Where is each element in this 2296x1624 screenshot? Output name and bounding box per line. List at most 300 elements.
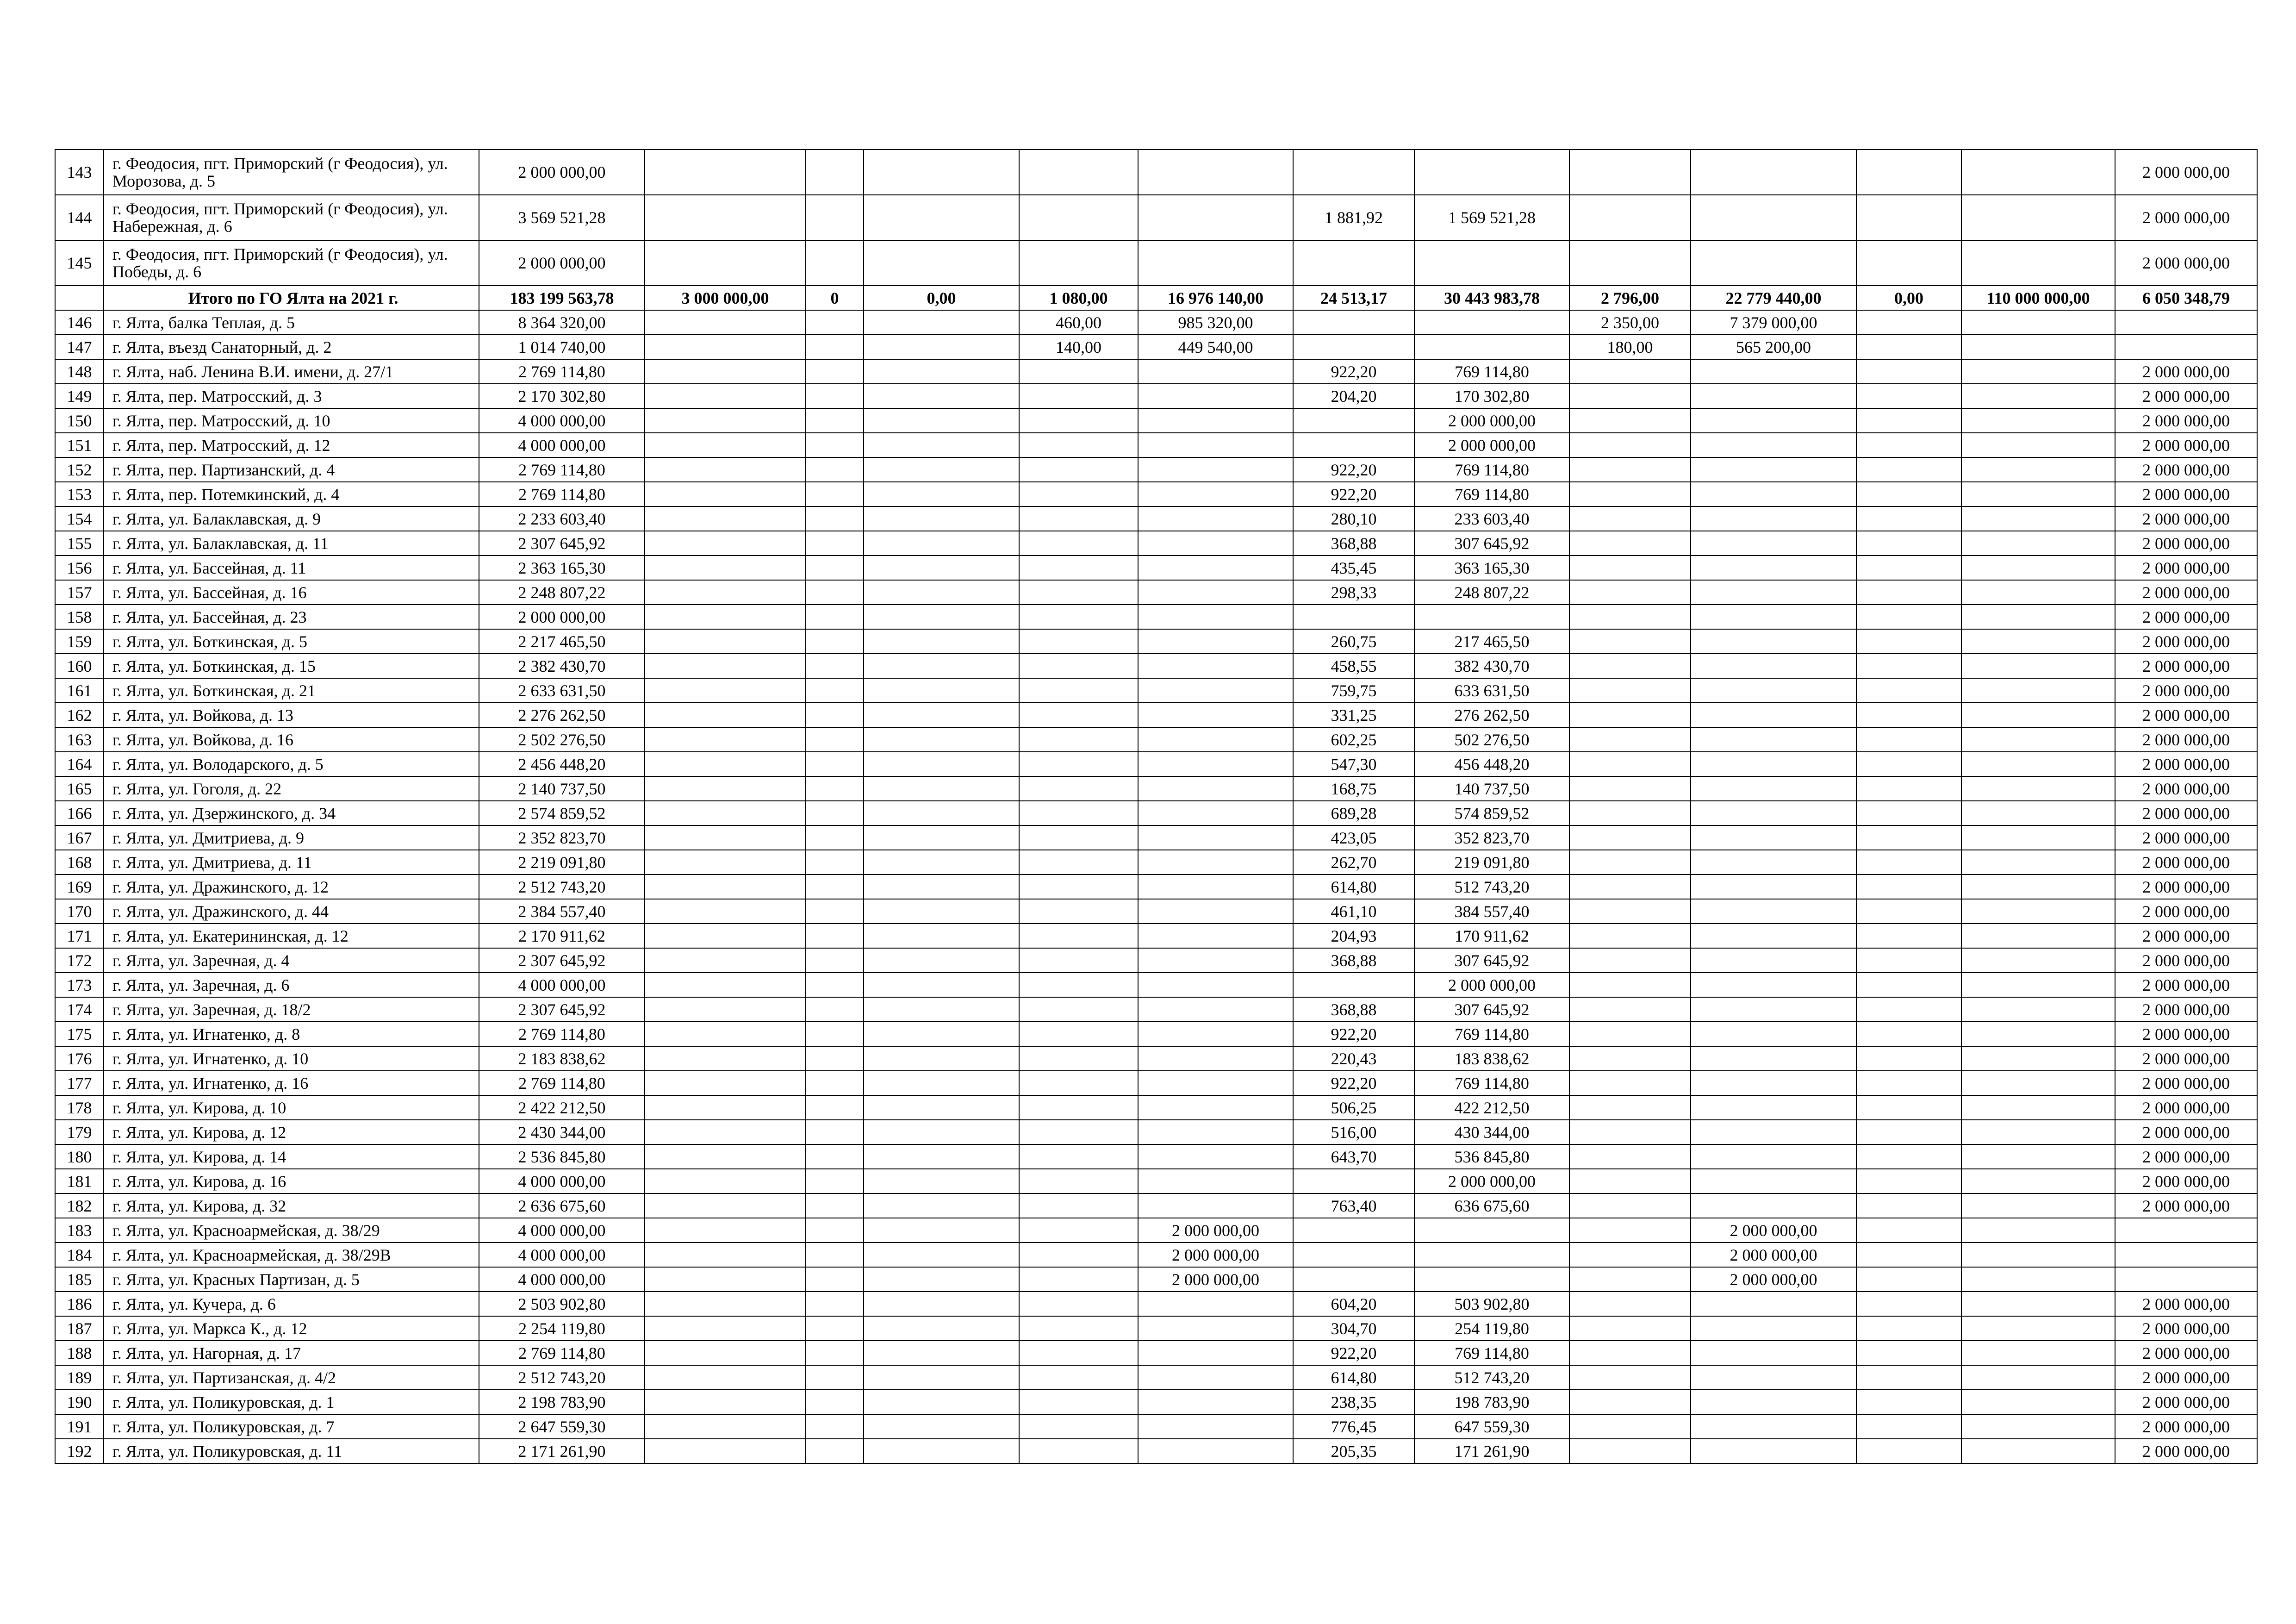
value-cell: 769 114,80 (1414, 359, 1569, 384)
value-cell (1961, 752, 2115, 776)
value-cell: 2 382 430,70 (479, 654, 645, 678)
value-cell (1856, 948, 1961, 973)
address-cell: г. Ялта, ул. Кирова, д. 32 (104, 1193, 479, 1218)
value-cell: 2 000 000,00 (2115, 384, 2257, 408)
table-row (55, 1144, 2257, 1169)
value-cell (864, 408, 1019, 433)
value-cell (1856, 899, 1961, 924)
value-cell (1138, 1120, 1293, 1144)
value-cell: 547,30 (1293, 752, 1414, 776)
value-cell: 262,70 (1293, 850, 1414, 874)
value-cell: 2 000 000,00 (2115, 433, 2257, 457)
value-cell (1019, 1169, 1138, 1193)
value-cell (1856, 1022, 1961, 1046)
value-cell (864, 335, 1019, 359)
value-cell: 2 000 000,00 (2115, 801, 2257, 825)
value-cell (645, 654, 806, 678)
value-cell (1569, 997, 1691, 1022)
value-cell: 2 000 000,00 (2115, 359, 2257, 384)
value-cell (645, 825, 806, 850)
address-cell: г. Ялта, ул. Кирова, д. 14 (104, 1144, 479, 1169)
value-cell (1856, 654, 1961, 678)
value-cell (1019, 457, 1138, 482)
address-cell: г. Ялта, пер. Матросский, д. 12 (104, 433, 479, 457)
value-cell (1856, 1292, 1961, 1316)
table-row (55, 433, 2257, 457)
row-number-cell: 188 (55, 1341, 104, 1365)
address-cell: г. Ялта, ул. Екатерининская, д. 12 (104, 924, 479, 948)
value-cell (806, 1365, 864, 1390)
value-cell (1856, 850, 1961, 874)
value-cell: 614,80 (1293, 874, 1414, 899)
address-cell: г. Ялта, пер. Партизанский, д. 4 (104, 457, 479, 482)
value-cell (1019, 1365, 1138, 1390)
value-cell (645, 1144, 806, 1169)
value-cell (1138, 240, 1293, 286)
value-cell (864, 195, 1019, 240)
table-row (55, 727, 2257, 752)
row-number-cell: 162 (55, 703, 104, 727)
value-cell (864, 997, 1019, 1022)
value-cell: 276 262,50 (1414, 703, 1569, 727)
value-cell (645, 1193, 806, 1218)
address-cell: г. Феодосия, пгт. Приморский (г Феодосия), ул. Победы, д. 6 (104, 240, 479, 286)
value-cell (1019, 1243, 1138, 1267)
value-cell (806, 899, 864, 924)
value-cell: 219 091,80 (1414, 850, 1569, 874)
value-cell (2115, 1267, 2257, 1292)
value-cell (864, 150, 1019, 195)
value-cell (1569, 457, 1691, 482)
value-cell (1691, 1095, 1856, 1120)
value-cell (1569, 359, 1691, 384)
value-cell: 4 000 000,00 (479, 1169, 645, 1193)
value-cell: 8 364 320,00 (479, 310, 645, 335)
row-number-cell: 145 (55, 240, 104, 286)
value-cell (806, 924, 864, 948)
value-cell: 363 165,30 (1414, 556, 1569, 580)
row-number-cell: 170 (55, 899, 104, 924)
value-cell: 2 512 743,20 (479, 1365, 645, 1390)
value-cell: 2 000 000,00 (2115, 1292, 2257, 1316)
table-row (55, 825, 2257, 850)
value-cell: 2 000 000,00 (2115, 580, 2257, 605)
value-cell (1138, 801, 1293, 825)
value-cell: 2 384 557,40 (479, 899, 645, 924)
value-cell (1019, 874, 1138, 899)
address-cell: г. Ялта, ул. Поликуровская, д. 7 (104, 1414, 479, 1439)
value-cell: 110 000 000,00 (1961, 286, 2115, 310)
address-cell: г. Ялта, ул. Красноармейская, д. 38/29В (104, 1243, 479, 1267)
value-cell (1138, 973, 1293, 997)
address-cell: г. Ялта, ул. Игнатенко, д. 8 (104, 1022, 479, 1046)
value-cell (864, 850, 1019, 874)
table-row (55, 384, 2257, 408)
address-cell: г. Феодосия, пгт. Приморский (г Феодосия), ул. Морозова, д. 5 (104, 150, 479, 195)
value-cell (1019, 384, 1138, 408)
value-cell (1961, 1439, 2115, 1463)
value-cell (1856, 678, 1961, 703)
value-cell: 204,93 (1293, 924, 1414, 948)
value-cell (864, 1414, 1019, 1439)
value-cell (1138, 776, 1293, 801)
value-cell: 922,20 (1293, 1022, 1414, 1046)
table-row (55, 948, 2257, 973)
value-cell: 2 219 091,80 (479, 850, 645, 874)
value-cell (1293, 1267, 1414, 1292)
value-cell (864, 678, 1019, 703)
value-cell (864, 359, 1019, 384)
value-cell: 2 183 838,62 (479, 1046, 645, 1071)
value-cell (864, 384, 1019, 408)
value-cell (1138, 359, 1293, 384)
value-cell (864, 556, 1019, 580)
value-cell (645, 776, 806, 801)
row-number-cell: 190 (55, 1390, 104, 1414)
value-cell (1138, 1169, 1293, 1193)
value-cell (1569, 801, 1691, 825)
address-cell: г. Ялта, ул. Партизанская, д. 4/2 (104, 1365, 479, 1390)
value-cell (1961, 1022, 2115, 1046)
value-cell (1293, 605, 1414, 629)
row-number-cell: 151 (55, 433, 104, 457)
value-cell: 2 000 000,00 (2115, 678, 2257, 703)
row-number-cell: 169 (55, 874, 104, 899)
value-cell (1961, 556, 2115, 580)
value-cell (1856, 359, 1961, 384)
address-cell: г. Ялта, ул. Бассейная, д. 16 (104, 580, 479, 605)
value-cell (1961, 335, 2115, 359)
value-cell (1961, 359, 2115, 384)
value-cell (1961, 973, 2115, 997)
value-cell: 368,88 (1293, 997, 1414, 1022)
value-cell (1961, 1341, 2115, 1365)
value-cell: 604,20 (1293, 1292, 1414, 1316)
table-row (55, 1439, 2257, 1463)
value-cell (1856, 335, 1961, 359)
value-cell (645, 359, 806, 384)
value-cell (1138, 408, 1293, 433)
value-cell (1019, 482, 1138, 506)
value-cell: 2 000 000,00 (2115, 531, 2257, 556)
value-cell: 254 119,80 (1414, 1316, 1569, 1341)
value-cell (864, 1144, 1019, 1169)
value-cell (1569, 1439, 1691, 1463)
table-row (55, 874, 2257, 899)
value-cell: 460,00 (1019, 310, 1138, 335)
value-cell: 2 000 000,00 (2115, 850, 2257, 874)
value-cell (645, 1390, 806, 1414)
value-cell (1961, 150, 2115, 195)
value-cell: 307 645,92 (1414, 997, 1569, 1022)
value-cell (806, 240, 864, 286)
row-number-cell: 165 (55, 776, 104, 801)
value-cell (1138, 482, 1293, 506)
value-cell: 2 000 000,00 (2115, 629, 2257, 654)
value-cell: 2 000 000,00 (2115, 1439, 2257, 1463)
value-cell (645, 1292, 806, 1316)
table-row (55, 654, 2257, 678)
value-cell (1961, 1292, 2115, 1316)
value-cell: 2 769 114,80 (479, 1341, 645, 1365)
value-cell: 0,00 (1856, 286, 1961, 310)
value-cell: 2 000 000,00 (2115, 654, 2257, 678)
value-cell (1569, 1414, 1691, 1439)
value-cell: 16 976 140,00 (1138, 286, 1293, 310)
value-cell (1019, 825, 1138, 850)
value-cell (1961, 850, 2115, 874)
value-cell (1138, 703, 1293, 727)
value-cell: 769 114,80 (1414, 1022, 1569, 1046)
value-cell (1138, 384, 1293, 408)
value-cell: 0 (806, 286, 864, 310)
value-cell (1961, 654, 2115, 678)
value-cell: 168,75 (1293, 776, 1414, 801)
value-cell (645, 457, 806, 482)
value-cell (806, 482, 864, 506)
value-cell (864, 629, 1019, 654)
value-cell (1691, 973, 1856, 997)
value-cell (806, 605, 864, 629)
value-cell: 2 000 000,00 (1414, 408, 1569, 433)
value-cell: 430 344,00 (1414, 1120, 1569, 1144)
value-cell: 2 769 114,80 (479, 482, 645, 506)
value-cell: 304,70 (1293, 1316, 1414, 1341)
value-cell: 331,25 (1293, 703, 1414, 727)
table-row (55, 1095, 2257, 1120)
value-cell (1961, 1095, 2115, 1120)
row-number-cell: 161 (55, 678, 104, 703)
value-cell: 2 000 000,00 (479, 605, 645, 629)
value-cell: 280,10 (1293, 506, 1414, 531)
value-cell: 985 320,00 (1138, 310, 1293, 335)
value-cell: 30 443 983,78 (1414, 286, 1569, 310)
value-cell (1691, 678, 1856, 703)
value-cell (806, 1292, 864, 1316)
value-cell (1691, 1292, 1856, 1316)
value-cell (1569, 703, 1691, 727)
value-cell (864, 1095, 1019, 1120)
table-row (55, 531, 2257, 556)
value-cell (1691, 654, 1856, 678)
value-cell: 2 769 114,80 (479, 1071, 645, 1095)
value-cell (806, 654, 864, 678)
value-cell (1138, 580, 1293, 605)
value-cell (1293, 973, 1414, 997)
value-cell: 2 307 645,92 (479, 531, 645, 556)
row-number-cell: 174 (55, 997, 104, 1022)
value-cell: 2 769 114,80 (479, 359, 645, 384)
value-cell: 614,80 (1293, 1365, 1414, 1390)
value-cell: 2 000 000,00 (2115, 1169, 2257, 1193)
row-number-cell: 192 (55, 1439, 104, 1463)
value-cell: 769 114,80 (1414, 457, 1569, 482)
value-cell: 2 000 000,00 (2115, 482, 2257, 506)
value-cell: 2 769 114,80 (479, 457, 645, 482)
row-number-cell: 172 (55, 948, 104, 973)
value-cell (1856, 1218, 1961, 1243)
value-cell (1569, 1267, 1691, 1292)
value-cell (1961, 874, 2115, 899)
value-cell (806, 948, 864, 973)
value-cell (1961, 408, 2115, 433)
value-cell (864, 1267, 1019, 1292)
table-row (55, 629, 2257, 654)
value-cell (864, 457, 1019, 482)
value-cell (864, 654, 1019, 678)
value-cell (864, 531, 1019, 556)
value-cell (1856, 408, 1961, 433)
table-row (55, 335, 2257, 359)
value-cell (1569, 240, 1691, 286)
value-cell: 2 248 807,22 (479, 580, 645, 605)
value-cell: 198 783,90 (1414, 1390, 1569, 1414)
value-cell: 2 430 344,00 (479, 1120, 645, 1144)
value-cell (645, 1071, 806, 1095)
value-cell (1138, 654, 1293, 678)
value-cell: 2 000 000,00 (2115, 924, 2257, 948)
value-cell (1691, 629, 1856, 654)
value-cell: 217 465,50 (1414, 629, 1569, 654)
address-cell: г. Ялта, пер. Потемкинский, д. 4 (104, 482, 479, 506)
value-cell (864, 1243, 1019, 1267)
value-cell (1138, 1341, 1293, 1365)
row-number-cell: 156 (55, 556, 104, 580)
value-cell (1019, 1193, 1138, 1218)
value-cell (1138, 1046, 1293, 1071)
value-cell (1569, 1193, 1691, 1218)
value-cell (1856, 1390, 1961, 1414)
table-row (55, 850, 2257, 874)
value-cell (1138, 1365, 1293, 1390)
value-cell (1019, 359, 1138, 384)
row-number-cell: 149 (55, 384, 104, 408)
value-cell: 423,05 (1293, 825, 1414, 850)
document-page (55, 149, 2257, 1464)
value-cell: 769 114,80 (1414, 1071, 1569, 1095)
table-row (55, 1341, 2257, 1365)
value-cell (1691, 924, 1856, 948)
value-cell (1961, 605, 2115, 629)
value-cell: 2 171 261,90 (479, 1439, 645, 1463)
value-cell: 2 574 859,52 (479, 801, 645, 825)
value-cell (1569, 556, 1691, 580)
address-cell: г. Ялта, ул. Кучера, д. 6 (104, 1292, 479, 1316)
value-cell (806, 1341, 864, 1365)
value-cell (864, 433, 1019, 457)
value-cell (645, 482, 806, 506)
value-cell (1961, 703, 2115, 727)
value-cell (1019, 1095, 1138, 1120)
value-cell (1569, 1144, 1691, 1169)
value-cell: 2 198 783,90 (479, 1390, 645, 1414)
value-cell (864, 1022, 1019, 1046)
value-cell (2115, 335, 2257, 359)
value-cell: 2 503 902,80 (479, 1292, 645, 1316)
value-cell (1414, 240, 1569, 286)
value-cell (1019, 973, 1138, 997)
value-cell (645, 195, 806, 240)
value-cell (1856, 1267, 1961, 1292)
value-cell (806, 556, 864, 580)
address-cell: г. Ялта, наб. Ленина В.И. имени, д. 27/1 (104, 359, 479, 384)
value-cell (806, 1439, 864, 1463)
address-cell: г. Ялта, ул. Войкова, д. 16 (104, 727, 479, 752)
table-row (55, 359, 2257, 384)
value-cell (1569, 973, 1691, 997)
value-cell: 2 000 000,00 (2115, 240, 2257, 286)
value-cell (1691, 1071, 1856, 1095)
value-cell (1019, 1046, 1138, 1071)
value-cell (1293, 150, 1414, 195)
value-cell: 2 000 000,00 (2115, 1022, 2257, 1046)
value-cell (2115, 1243, 2257, 1267)
value-cell: 461,10 (1293, 899, 1414, 924)
value-cell (2115, 310, 2257, 335)
value-cell: 2 000 000,00 (2115, 506, 2257, 531)
value-cell (1138, 1292, 1293, 1316)
value-cell: 776,45 (1293, 1414, 1414, 1439)
value-cell (1856, 482, 1961, 506)
value-cell (1691, 605, 1856, 629)
value-cell (645, 335, 806, 359)
value-cell (1019, 1341, 1138, 1365)
address-cell: г. Ялта, ул. Игнатенко, д. 10 (104, 1046, 479, 1071)
address-cell: г. Ялта, ул. Балаклавская, д. 11 (104, 531, 479, 556)
row-number-cell: 148 (55, 359, 104, 384)
value-cell (1856, 384, 1961, 408)
row-number-cell: 187 (55, 1316, 104, 1341)
value-cell (864, 1046, 1019, 1071)
row-number-cell: 178 (55, 1095, 104, 1120)
value-cell: 2 000 000,00 (2115, 408, 2257, 433)
value-cell (1138, 629, 1293, 654)
address-cell: г. Ялта, ул. Дражинского, д. 12 (104, 874, 479, 899)
value-cell (1569, 776, 1691, 801)
value-cell: 4 000 000,00 (479, 1218, 645, 1243)
value-cell: 763,40 (1293, 1193, 1414, 1218)
value-cell (1414, 605, 1569, 629)
row-number-cell: 152 (55, 457, 104, 482)
address-cell: г. Ялта, ул. Поликуровская, д. 11 (104, 1439, 479, 1463)
value-cell (1569, 654, 1691, 678)
value-cell (1019, 605, 1138, 629)
value-cell (1691, 1120, 1856, 1144)
row-number-cell: 191 (55, 1414, 104, 1439)
value-cell: 2 170 911,62 (479, 924, 645, 948)
table-row (55, 703, 2257, 727)
value-cell: 922,20 (1293, 457, 1414, 482)
value-cell (1138, 433, 1293, 457)
value-cell (864, 752, 1019, 776)
value-cell (1691, 531, 1856, 556)
value-cell: 307 645,92 (1414, 948, 1569, 973)
value-cell (1569, 1046, 1691, 1071)
value-cell (806, 727, 864, 752)
value-cell (806, 825, 864, 850)
value-cell (1691, 240, 1856, 286)
value-cell (645, 1243, 806, 1267)
value-cell (1019, 801, 1138, 825)
value-cell: 382 430,70 (1414, 654, 1569, 678)
value-cell (1569, 1095, 1691, 1120)
value-cell (645, 850, 806, 874)
value-cell (1961, 1169, 2115, 1193)
value-cell (806, 973, 864, 997)
value-cell (864, 1120, 1019, 1144)
address-cell: г. Ялта, ул. Заречная, д. 18/2 (104, 997, 479, 1022)
value-cell (1569, 825, 1691, 850)
